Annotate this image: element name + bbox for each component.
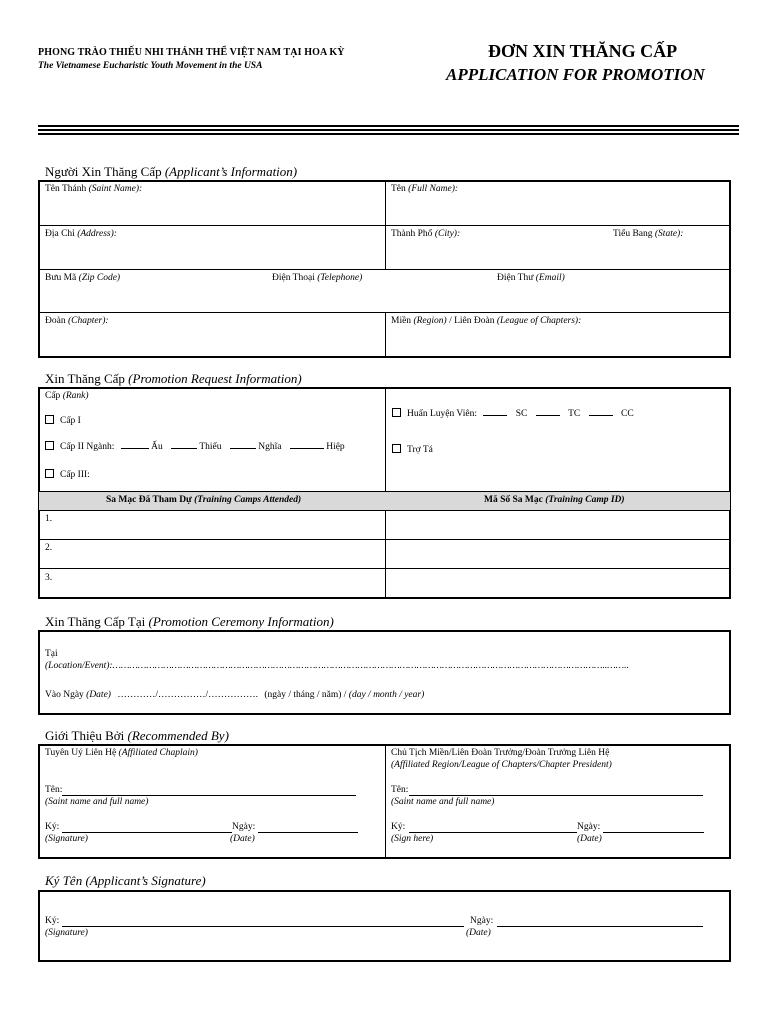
checkbox-icon[interactable] <box>45 441 54 450</box>
telephone-field[interactable]: Điện Thoại (Telephone) <box>272 273 363 283</box>
camp-row-2[interactable]: 2. <box>45 543 53 553</box>
header-rule-top <box>38 125 739 127</box>
header-rule-bottom <box>38 133 739 135</box>
recommended-section-heading: Giới Thiệu Bởi (Recommended By) <box>45 728 229 743</box>
form-title-vn: ĐƠN XIN THĂNG CẤP <box>488 41 678 61</box>
org-name-en: The Vietnamese Eucharistic Youth Movement in the USA <box>38 61 263 71</box>
cap3-checkbox[interactable]: Cấp III: <box>45 469 90 480</box>
saint-name-field[interactable]: Tên Thánh (Saint Name): <box>45 184 143 194</box>
president-label-en: (Affiliated Region/League of Chapters/Chapter President) <box>391 760 612 770</box>
president-date-hint: (Date) <box>577 834 602 844</box>
applicant-date-label: Ngày: <box>470 916 494 926</box>
chaplain-name-field[interactable] <box>62 795 356 796</box>
tro-ta-checkbox[interactable]: Trợ Tá <box>392 444 433 455</box>
form-title-en: APPLICATION FOR PROMOTION <box>446 65 705 84</box>
applicant-signature-hint: (Signature) <box>45 928 88 938</box>
chaplain-signature-field[interactable] <box>62 832 232 833</box>
checkbox-icon[interactable] <box>45 469 54 478</box>
checkbox-icon[interactable] <box>392 444 401 453</box>
chapter-field[interactable]: Đoàn (Chapter): <box>45 316 109 326</box>
camp-row-3[interactable]: 3. <box>45 573 53 583</box>
applicant-date-field[interactable] <box>497 926 703 927</box>
location-label: Tại <box>45 649 58 659</box>
chaplain-name-label: Tên: <box>45 785 63 795</box>
chaplain-date-label: Ngày: <box>232 822 256 832</box>
location-field[interactable]: (Location/Event):…………………………………………………………………………………………………………………………………………………………..…….. <box>45 661 629 671</box>
president-date-field[interactable] <box>603 832 704 833</box>
chaplain-date-hint: (Date) <box>230 834 255 844</box>
camp-row-1[interactable]: 1. <box>45 514 53 524</box>
chaplain-sign-label: Ký: <box>45 822 60 832</box>
president-label: Chủ Tịch Miền/Liên Đoàn Trưởng/Đoàn Trưởng Liên Hệ <box>391 748 610 758</box>
city-field[interactable]: Thành Phố (City): <box>391 229 461 239</box>
president-sign-hint: (Sign here) <box>391 834 434 844</box>
president-signature-field[interactable] <box>409 832 577 833</box>
checkbox-icon[interactable] <box>45 415 54 424</box>
promotion-section-heading: Xin Thăng Cấp (Promotion Request Information) <box>45 371 302 386</box>
ceremony-date-field[interactable]: Vào Ngày (Date) …………/……………/……………. (ngày / tháng / năm) / (day / month / year) <box>45 690 425 700</box>
zip-code-field[interactable]: Bưu Mã (Zip Code) <box>45 273 121 283</box>
ceremony-info-box <box>38 630 731 715</box>
applicant-date-hint: (Date) <box>466 928 491 938</box>
full-name-field[interactable]: Tên (Full Name): <box>391 184 459 194</box>
cap2-checkbox[interactable]: Cấp II Ngành: Ấu Thiếu Nghĩa Hiệp <box>45 440 345 452</box>
applicant-signature-heading: Ký Tên (Applicant’s Signature) <box>45 873 206 888</box>
org-name-vn: PHONG TRÀO THIẾU NHI THÁNH THỂ VIỆT NAM TẠI HOA KỲ <box>38 47 345 58</box>
applicant-signature-field[interactable] <box>62 926 464 927</box>
president-sign-label: Ký: <box>391 822 406 832</box>
applicant-sign-label: Ký: <box>45 916 60 926</box>
chaplain-label: Tuyên Uý Liên Hệ (Affiliated Chaplain) <box>45 748 198 758</box>
state-field[interactable]: Tiểu Bang (State): <box>613 229 684 239</box>
president-name-hint: (Saint name and full name) <box>391 797 495 807</box>
address-field[interactable]: Địa Chỉ (Address): <box>45 229 117 239</box>
region-league-field[interactable]: Miền (Region) / Liên Đoàn (League of Chapters): <box>391 316 582 326</box>
ceremony-section-heading: Xin Thăng Cấp Tại (Promotion Ceremony Information) <box>45 614 334 629</box>
camp-id-header: Mã Số Sa Mạc (Training Camp ID) <box>484 495 625 505</box>
cap1-checkbox[interactable]: Cấp I <box>45 415 81 426</box>
header-rule-mid <box>38 129 739 131</box>
checkbox-icon[interactable] <box>392 408 401 417</box>
camps-attended-header: Sa Mạc Đã Tham Dự (Training Camps Attended) <box>106 495 302 505</box>
president-date-label: Ngày: <box>577 822 601 832</box>
applicant-section-heading: Người Xin Thăng Cấp (Applicant’s Information) <box>45 164 298 179</box>
rank-label: Cấp (Rank) <box>45 391 89 401</box>
email-field[interactable]: Điện Thư (Email) <box>497 273 565 283</box>
chaplain-signature-hint: (Signature) <box>45 834 88 844</box>
chaplain-name-hint: (Saint name and full name) <box>45 797 149 807</box>
chaplain-date-field[interactable] <box>258 832 358 833</box>
president-name-field[interactable] <box>409 795 703 796</box>
president-name-label: Tên: <box>391 785 409 795</box>
hlv-checkbox[interactable]: Huấn Luyện Viên: SC TC CC <box>392 407 634 419</box>
